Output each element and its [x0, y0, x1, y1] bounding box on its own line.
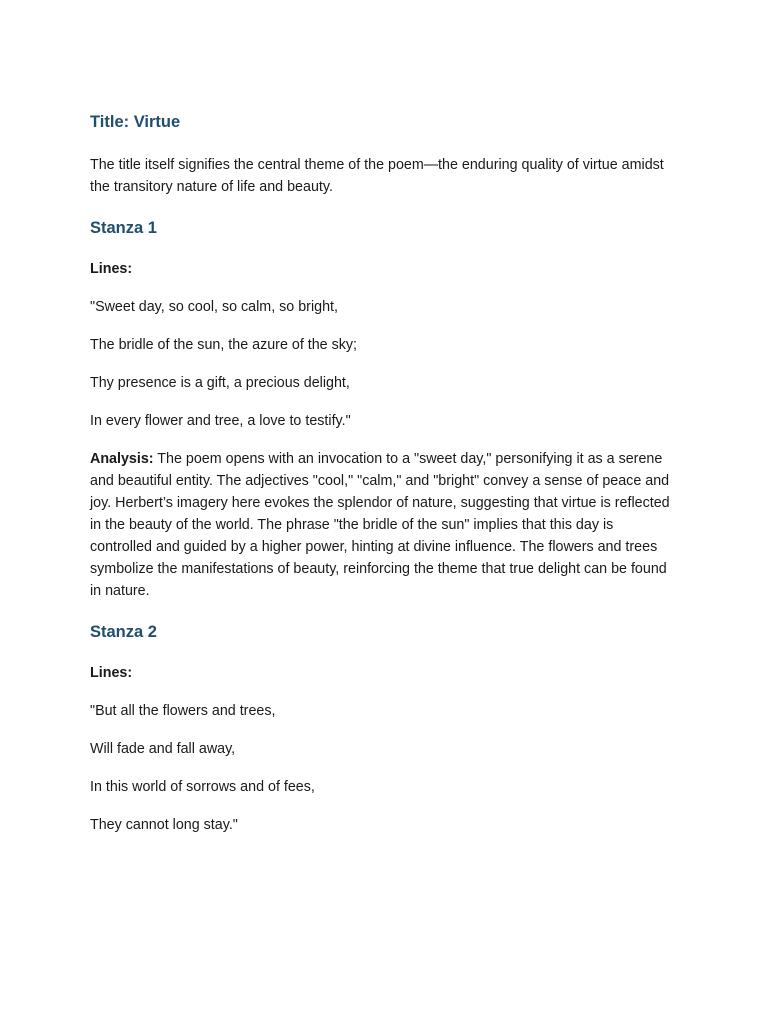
stanza-2-heading: Stanza 2 [90, 623, 157, 641]
stanza-1-analysis [90, 448, 675, 602]
stanza-2-line-1: "But all the flowers and trees, [90, 703, 276, 719]
title-heading: Title: Virtue [90, 113, 181, 131]
stanza-1-analysis-label: Analysis: [90, 451, 154, 467]
intro-paragraph: The title itself signifies the central theme of the poem—the enduring quality of virtue amidst the transitory nature of life and beauty. [90, 157, 664, 195]
document-page [90, 110, 675, 836]
stanza-2-line-3: In this world of sorrows and of fees, [90, 779, 315, 795]
stanza-1-line-3: Thy presence is a gift, a precious delight, [90, 375, 350, 391]
stanza-1-lines-label: Lines: [90, 261, 133, 277]
stanza-1-line-1: "Sweet day, so cool, so calm, so bright, [90, 299, 338, 315]
stanza-1-heading: Stanza 1 [90, 219, 157, 237]
stanza-1-line-2: The bridle of the sun, the azure of the sky; [90, 337, 358, 353]
stanza-2-line-4: They cannot long stay." [90, 817, 238, 833]
stanza-2-line-2: Will fade and fall away, [90, 741, 236, 757]
stanza-2-lines-label: Lines: [90, 665, 133, 681]
stanza-1-line-4: In every flower and tree, a love to testify." [90, 413, 351, 429]
stanza-1-analysis-text: The poem opens with an invocation to a "sweet day," personifying it as a serene and beautiful entity. The adjectives "cool," "calm," and "bright" convey a sense of peace and joy. Herbert’s imagery here evokes the splendor of nature, suggesting that virtue is reflected in the beauty of the world. The phrase "the bridle of the sun" implies that this day is controlled and guided by a higher power, hinting at divine influence. The flowers and trees symbolize the manifestations of beauty, reinforcing the theme that true delight can be found in nature. [90, 451, 670, 599]
